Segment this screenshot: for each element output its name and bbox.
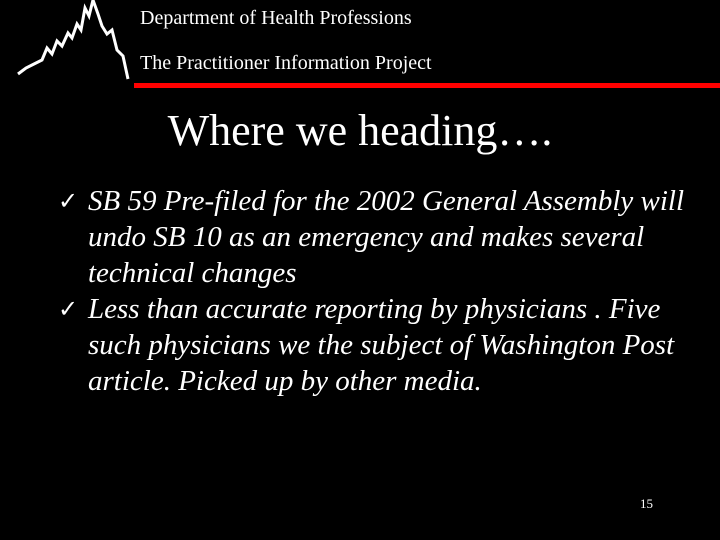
header-project: The Practitioner Information Project bbox=[140, 52, 432, 74]
page-number: 15 bbox=[640, 496, 653, 511]
bullet-list bbox=[58, 183, 698, 399]
bullet-text: Less than accurate reporting by physicians . Five such physicians we the subject of Washington Post article. Picked up by other media. bbox=[88, 293, 675, 397]
bullet-text: SB 59 Pre-filed for the 2002 General Assembly will undo SB 10 as an emergency and makes several technical changes bbox=[88, 185, 685, 289]
list-item bbox=[58, 291, 698, 399]
slide-title: Where we heading…. bbox=[167, 106, 553, 155]
header-department: Department of Health Professions bbox=[140, 7, 412, 29]
checkmark-icon: ✓ bbox=[58, 295, 79, 323]
mountain-peak-line-icon bbox=[14, 0, 132, 82]
checkmark-icon: ✓ bbox=[58, 187, 79, 215]
header-divider bbox=[134, 83, 720, 88]
list-item bbox=[58, 183, 698, 291]
